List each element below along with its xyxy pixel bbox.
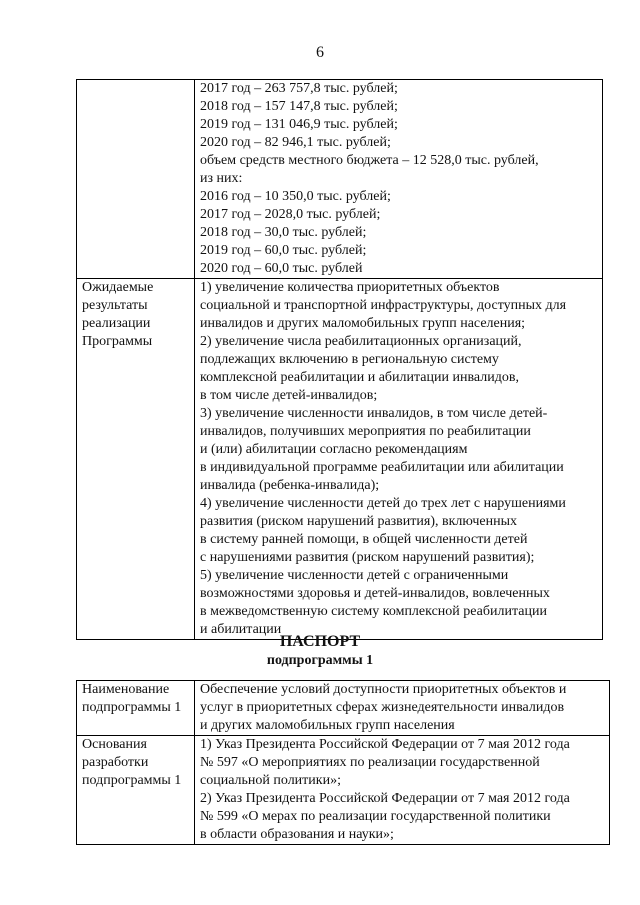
text-line: социальной политики»; [200, 773, 341, 788]
row-content-cell [195, 80, 603, 279]
text-line: в межведомственную систему комплексной реабилитации [200, 604, 547, 619]
passport-title: ПАСПОРТ [279, 633, 361, 650]
text-line: с нарушениями развития (риском нарушений развития); [200, 550, 535, 565]
text-line: разработки [82, 755, 149, 770]
table-row [77, 279, 603, 640]
row-label-cell [77, 80, 195, 279]
text-line: № 599 «О мерах по реализации государственной политики [200, 809, 551, 824]
text-line: в области образования и науки»; [200, 827, 394, 842]
text-line: возможностями здоровья и детей-инвалидов, вовлеченных [200, 586, 550, 601]
row-label-cell [77, 279, 195, 640]
text-line: 2017 год – 263 757,8 тыс. рублей; [200, 81, 398, 96]
text-line: инвалида (ребенка-инвалида); [200, 478, 380, 493]
row-content-cell [195, 736, 610, 845]
text-line: развития (риском нарушений развития), включенных [200, 514, 517, 529]
text-line: 2) увеличение числа реабилитационных организаций, [200, 334, 522, 349]
text-line: 2018 год – 157 147,8 тыс. рублей; [200, 99, 398, 114]
text-line: комплексной реабилитации и абилитации инвалидов, [200, 370, 519, 385]
text-line: в том числе детей-инвалидов; [200, 388, 378, 403]
table-row [77, 80, 603, 279]
row-label-cell [77, 681, 195, 736]
text-line: 2018 год – 30,0 тыс. рублей; [200, 225, 367, 240]
subprogram-passport-table [76, 680, 610, 845]
text-line: реализации [82, 316, 151, 331]
row-label-cell [77, 736, 195, 845]
text-line: объем средств местного бюджета – 12 528,0 тыс. рублей, [200, 153, 539, 168]
row-content-cell [195, 279, 603, 640]
text-line: Программы [82, 334, 153, 349]
text-line: инвалидов и других маломобильных групп населения; [200, 316, 526, 331]
text-line: 2) Указ Президента Российской Федерации от 7 мая 2012 года [200, 791, 570, 806]
text-line: 2019 год – 131 046,9 тыс. рублей; [200, 117, 398, 132]
text-line: и (или) абилитации согласно рекомендациям [200, 442, 468, 457]
text-line: подпрограммы 1 [82, 700, 182, 715]
text-line: 5) увеличение численности детей с ограниченными [200, 568, 509, 583]
text-line: 1) Указ Президента Российской Федерации от 7 мая 2012 года [200, 737, 570, 752]
text-line: подпрограммы 1 [82, 773, 182, 788]
text-line: 2020 год – 60,0 тыс. рублей [200, 261, 363, 276]
text-line: 4) увеличение численности детей до трех лет с нарушениями [200, 496, 566, 511]
text-line: 2016 год – 10 350,0 тыс. рублей; [200, 189, 391, 204]
text-line: подлежащих включению в региональную систему [200, 352, 499, 367]
program-passport-table [76, 79, 603, 640]
text-line: Обеспечение условий доступности приоритетных объектов и [200, 682, 567, 697]
text-line: 3) увеличение численности инвалидов, в том числе детей- [200, 406, 548, 421]
text-line: социальной и транспортной инфраструктуры, доступных для [200, 298, 567, 313]
table-row [77, 736, 610, 845]
text-line: и других маломобильных групп населения [200, 718, 455, 733]
text-line: услуг в приоритетных сферах жизнедеятельности инвалидов [200, 700, 565, 715]
page-number: 6 [316, 44, 324, 61]
text-line: инвалидов, получивших мероприятия по реабилитации [200, 424, 531, 439]
text-line: Наименование [82, 682, 170, 697]
text-line: 1) увеличение количества приоритетных объектов [200, 280, 500, 295]
text-line: результаты [82, 298, 148, 313]
table-row [77, 681, 610, 736]
text-line: 2019 год – 60,0 тыс. рублей; [200, 243, 367, 258]
text-line: в индивидуальной программе реабилитации или абилитации [200, 460, 564, 475]
text-line: 2020 год – 82 946,1 тыс. рублей; [200, 135, 391, 150]
text-line: 2017 год – 2028,0 тыс. рублей; [200, 207, 381, 222]
text-line: и абилитации [200, 622, 282, 637]
text-line: в систему ранней помощи, в общей численности детей [200, 532, 528, 547]
row-content-cell [195, 681, 610, 736]
passport-subtitle: подпрограммы 1 [266, 653, 374, 668]
text-line: № 597 «О мероприятиях по реализации государственной [200, 755, 540, 770]
text-line: Основания [82, 737, 147, 752]
text-line: Ожидаемые [82, 280, 154, 295]
text-line: из них: [200, 171, 243, 186]
